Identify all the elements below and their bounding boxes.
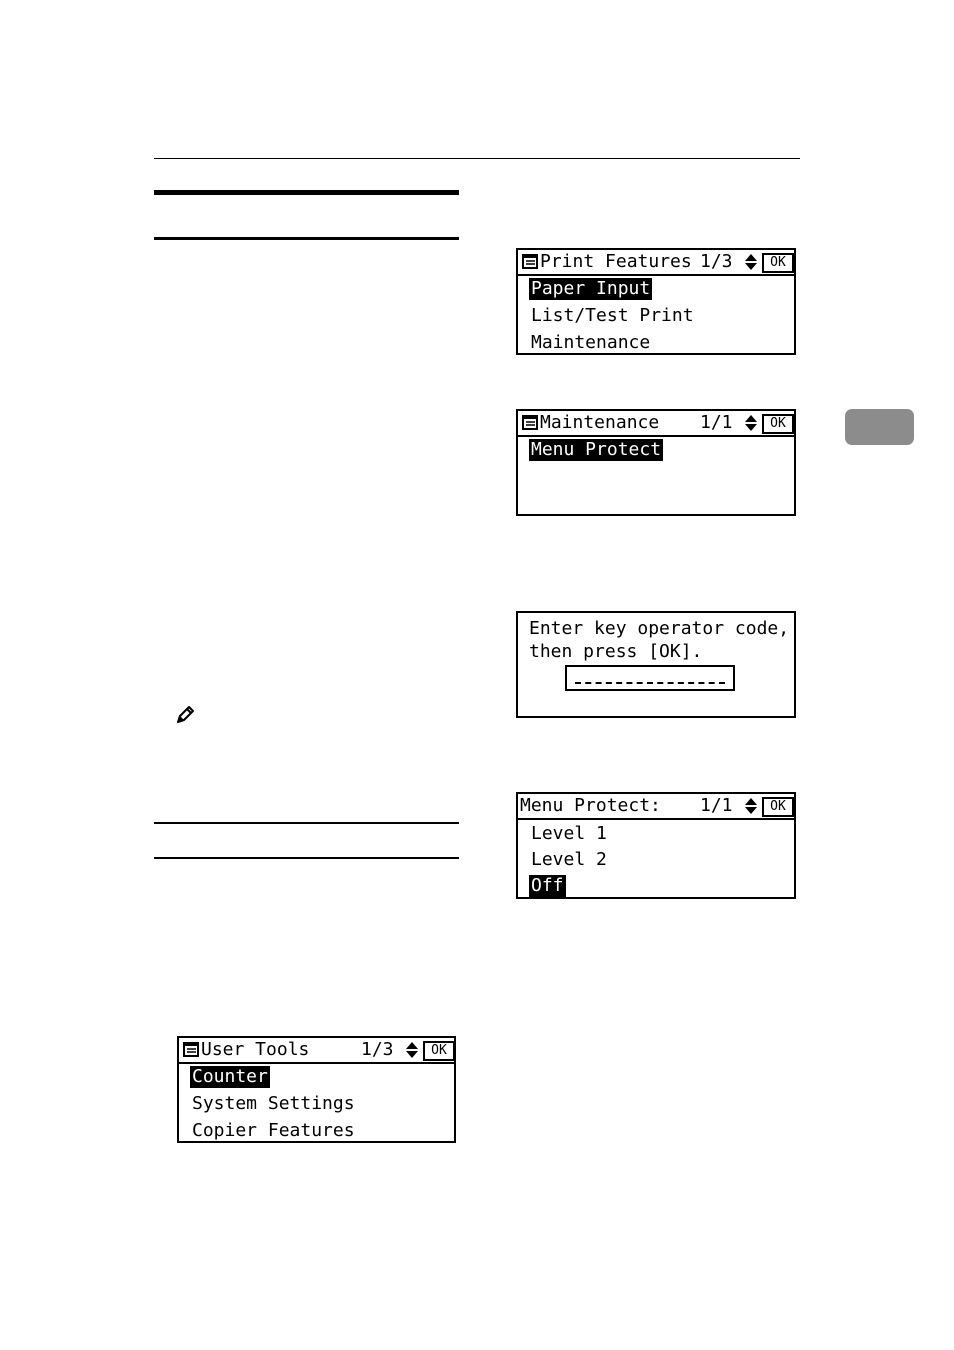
lcd-header xyxy=(179,1038,454,1064)
lcd-title: Print Features xyxy=(540,251,692,272)
lcd-title: Maintenance xyxy=(540,412,660,433)
menu-item-list-test-print[interactable]: List/Test Print xyxy=(531,305,694,326)
menu-item-system-settings[interactable]: System Settings xyxy=(192,1093,355,1114)
up-down-arrows-icon[interactable] xyxy=(743,414,759,432)
menu-list-icon xyxy=(522,254,538,269)
up-down-arrows-icon[interactable] xyxy=(404,1041,420,1059)
page-indicator: 1/3 xyxy=(361,1039,394,1060)
user-tools-lcd xyxy=(177,1036,456,1143)
up-down-arrows-icon[interactable] xyxy=(743,253,759,271)
lcd-title: Menu Protect: xyxy=(520,795,661,816)
lcd-title: User Tools xyxy=(201,1039,310,1060)
menu-item-copier-features[interactable]: Copier Features xyxy=(192,1120,355,1141)
subsection-rule-top xyxy=(154,822,459,824)
section-rule-bottom xyxy=(154,237,459,240)
menu-item-level-1[interactable]: Level 1 xyxy=(531,823,607,844)
maintenance-lcd xyxy=(516,409,796,516)
ok-button[interactable]: OK xyxy=(762,414,794,434)
code-placeholder-dashes xyxy=(575,682,725,684)
lcd-header xyxy=(518,250,794,276)
up-down-arrows-icon[interactable] xyxy=(743,797,759,815)
menu-item-counter[interactable]: Counter xyxy=(192,1066,268,1087)
chapter-tab xyxy=(845,409,914,445)
operator-code-input[interactable] xyxy=(565,665,735,691)
menu-item-paper-input[interactable]: Paper Input xyxy=(531,278,651,299)
lcd-header xyxy=(518,411,794,437)
menu-item-menu-protect[interactable]: Menu Protect xyxy=(531,439,662,460)
prompt-line-2: then press [OK]. xyxy=(529,641,703,662)
prompt-line-1: Enter key operator code, xyxy=(529,618,790,639)
menu-item-maintenance[interactable]: Maintenance xyxy=(531,332,651,353)
section-rule-top xyxy=(154,190,459,195)
subsection-rule-bottom xyxy=(154,857,459,859)
menu-item-level-2[interactable]: Level 2 xyxy=(531,849,607,870)
lcd-header xyxy=(518,794,794,820)
ok-button[interactable]: OK xyxy=(423,1041,455,1061)
key-operator-lcd xyxy=(516,611,796,718)
menu-item-off[interactable]: Off xyxy=(531,875,564,896)
header-rule xyxy=(154,158,800,159)
pencil-note-icon xyxy=(174,704,196,726)
page-indicator: 1/3 xyxy=(700,251,733,272)
page-indicator: 1/1 xyxy=(700,412,733,433)
menu-protect-lcd xyxy=(516,792,796,899)
page-indicator: 1/1 xyxy=(700,795,733,816)
ok-button[interactable]: OK xyxy=(762,253,794,273)
menu-list-icon xyxy=(522,415,538,430)
ok-button[interactable]: OK xyxy=(762,797,794,817)
menu-list-icon xyxy=(183,1042,199,1057)
print-features-lcd xyxy=(516,248,796,355)
